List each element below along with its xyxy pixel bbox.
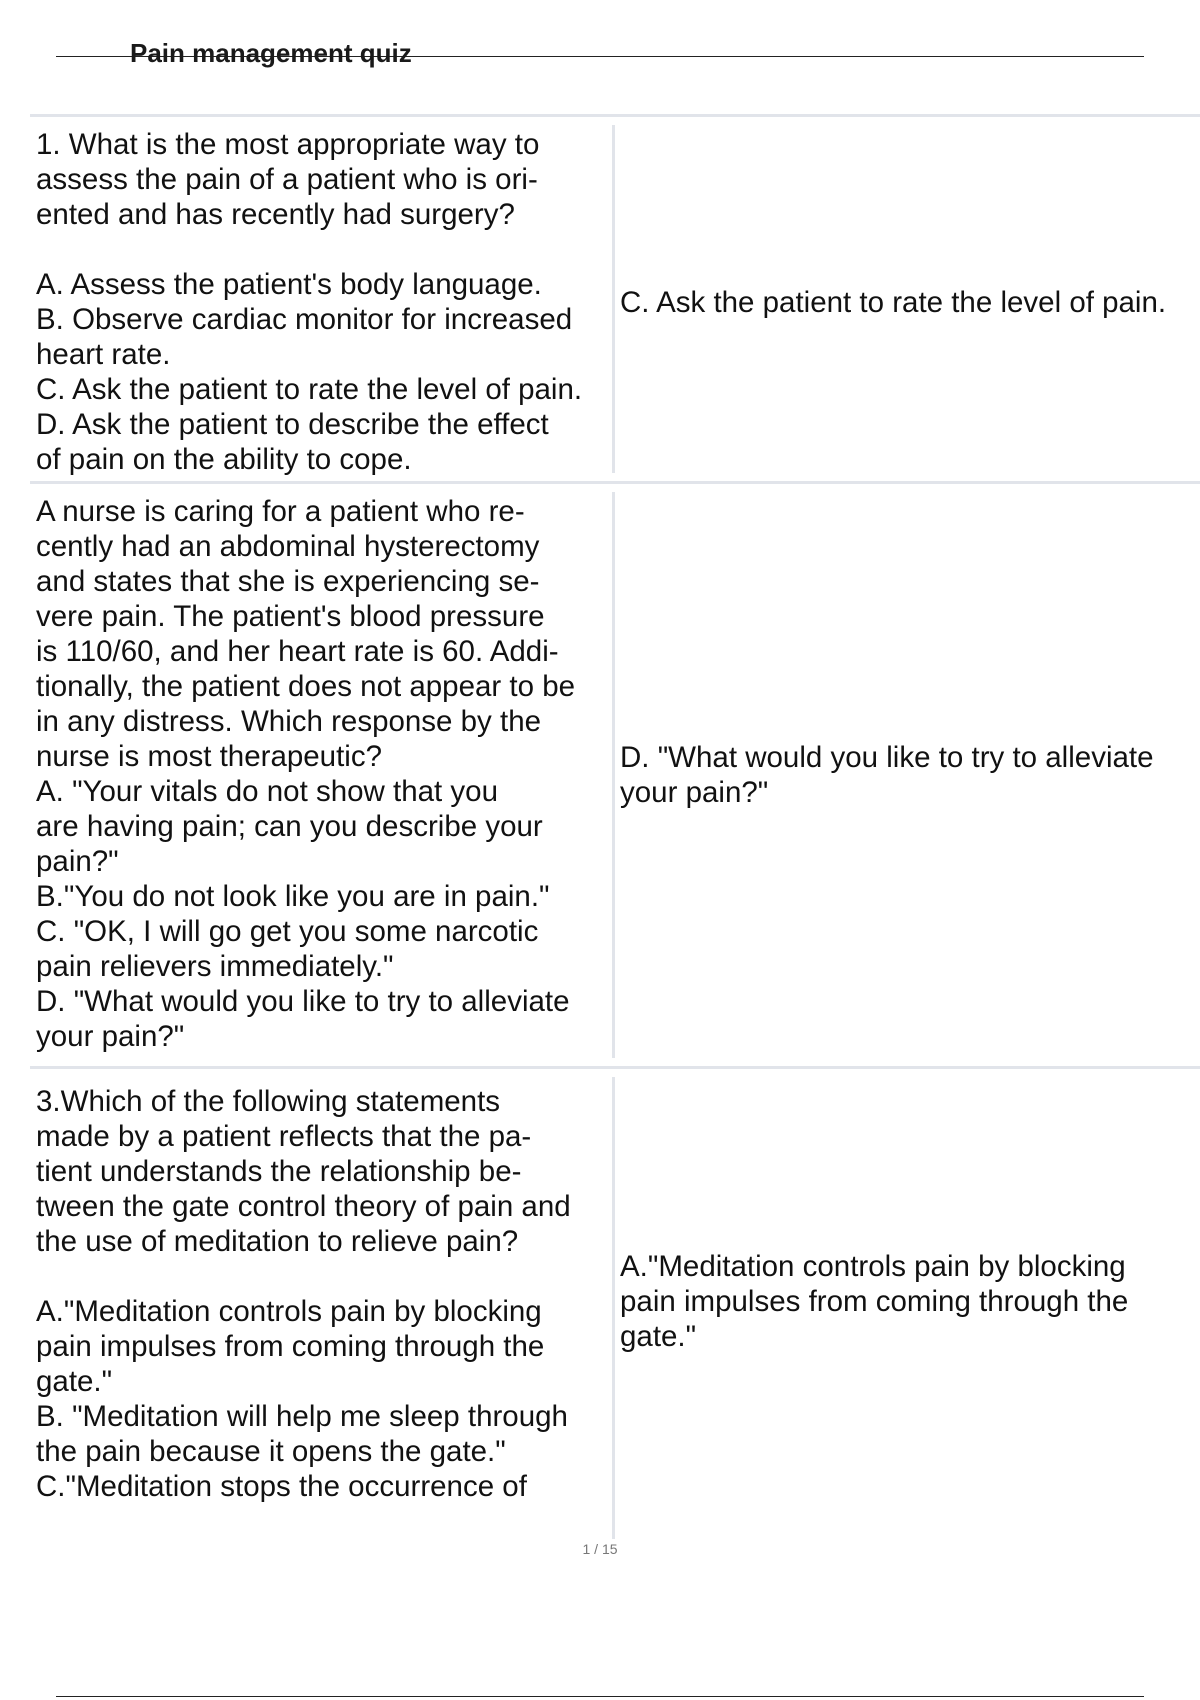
flashcard-table — [30, 114, 1200, 1529]
bottom-rule — [56, 1696, 1144, 1697]
option-line: are having pain; can you describe your — [36, 810, 543, 843]
question-line: and states that she is experiencing se- — [36, 565, 540, 598]
question-line: cently had an abdominal hysterectomy — [36, 530, 540, 563]
question-line: A nurse is caring for a patient who re- — [36, 495, 525, 528]
question-cell-3 — [36, 1084, 612, 1504]
card-row-3 — [30, 1069, 1200, 1529]
page-number: 1 / 15 — [582, 1541, 618, 1557]
answer-line: D. "What would you like to try to alleviate — [620, 741, 1154, 774]
card-row-1 — [30, 117, 1200, 484]
option-line: B. Observe cardiac monitor for increased — [36, 303, 573, 336]
option-line: heart rate. — [36, 338, 171, 371]
column-divider — [612, 125, 615, 473]
option-line: pain impulses from coming through the — [36, 1330, 545, 1363]
question-line: made by a patient reflects that the pa- — [36, 1120, 532, 1153]
option-line: A. "Your vitals do not show that you — [36, 775, 498, 808]
option-line: of pain on the ability to cope. — [36, 443, 412, 476]
answer-cell-3 — [620, 1249, 1200, 1354]
question-line: 3.Which of the following statements — [36, 1085, 501, 1118]
option-line: C. "OK, I will go get you some narcotic — [36, 915, 539, 948]
answer-line: gate." — [620, 1320, 697, 1353]
option-line: A. Assess the patient's body language. — [36, 268, 542, 301]
answer-line: pain impulses from coming through the — [620, 1285, 1129, 1318]
spacer — [36, 1259, 612, 1294]
option-line: pain?" — [36, 845, 119, 878]
question-line: tween the gate control theory of pain and — [36, 1190, 571, 1223]
column-divider — [612, 492, 615, 1058]
option-line: D. "What would you like to try to alleviate — [36, 985, 570, 1018]
answer-line: C. Ask the patient to rate the level of pain. — [620, 286, 1167, 319]
card-row-2 — [30, 484, 1200, 1069]
option-line: pain relievers immediately." — [36, 950, 394, 983]
column-divider — [612, 1077, 615, 1539]
option-line: A."Meditation controls pain by blocking — [36, 1295, 542, 1328]
option-line: the pain because it opens the gate." — [36, 1435, 506, 1468]
question-cell-2 — [36, 494, 612, 1054]
option-line: C."Meditation stops the occurrence of — [36, 1470, 527, 1503]
question-line: in any distress. Which response by the — [36, 705, 542, 738]
title-bar — [56, 38, 1144, 68]
question-line: vere pain. The patient's blood pressure — [36, 600, 545, 633]
page-title: Pain management quiz — [130, 38, 412, 68]
question-line: tionally, the patient does not appear to be — [36, 670, 576, 703]
question-line: nurse is most therapeutic? — [36, 740, 382, 773]
question-cell-1 — [36, 127, 612, 477]
answer-line: A."Meditation controls pain by blocking — [620, 1250, 1126, 1283]
question-line: ented and has recently had surgery? — [36, 198, 515, 231]
option-line: gate." — [36, 1365, 113, 1398]
question-line: tient understands the relationship be- — [36, 1155, 522, 1188]
answer-line: your pain?" — [620, 776, 769, 809]
question-line: 1. What is the most appropriate way to — [36, 128, 540, 161]
option-line: B. "Meditation will help me sleep through — [36, 1400, 568, 1433]
option-line: your pain?" — [36, 1020, 185, 1053]
question-line: the use of meditation to relieve pain? — [36, 1225, 519, 1258]
option-line: C. Ask the patient to rate the level of pain. — [36, 373, 583, 406]
option-line: D. Ask the patient to describe the effect — [36, 408, 549, 441]
spacer — [36, 232, 612, 267]
option-line: B."You do not look like you are in pain." — [36, 880, 550, 913]
question-line: assess the pain of a patient who is ori- — [36, 163, 538, 196]
answer-cell-1 — [620, 285, 1200, 320]
answer-cell-2 — [620, 740, 1200, 810]
question-line: is 110/60, and her heart rate is 60. Addi- — [36, 635, 559, 668]
